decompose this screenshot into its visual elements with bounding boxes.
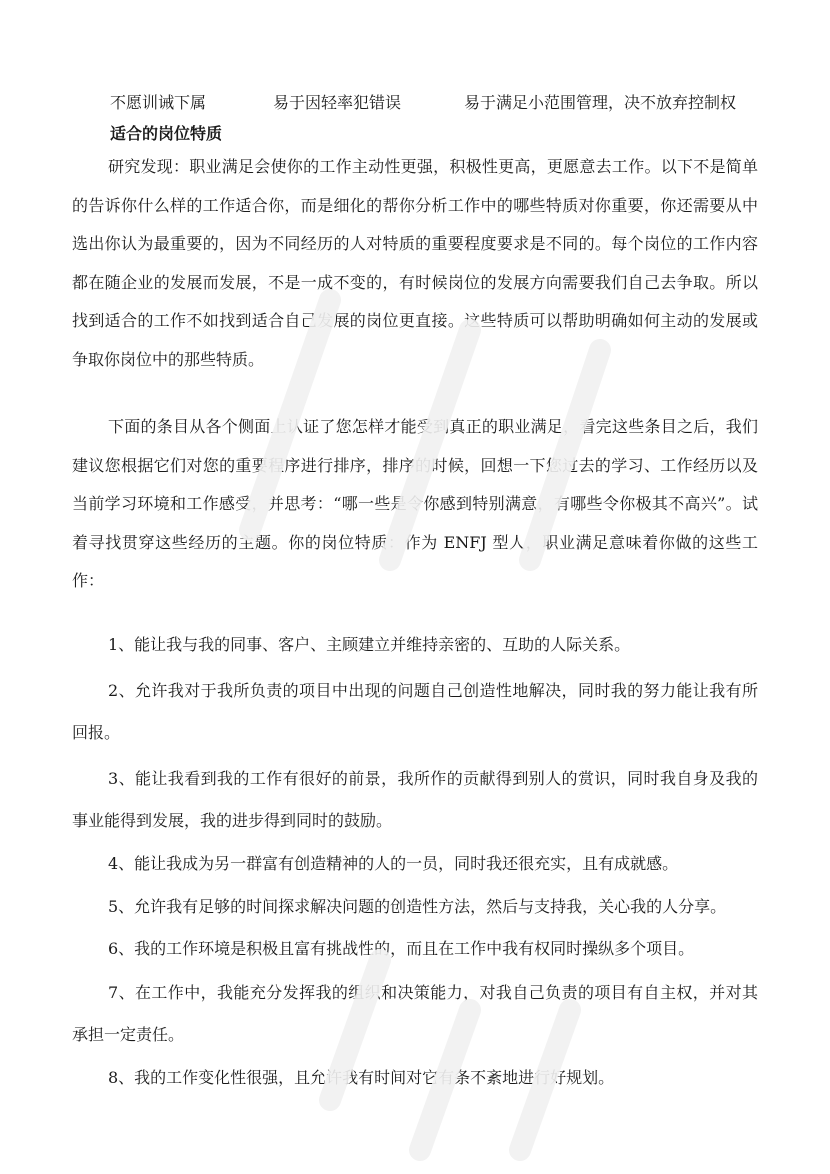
list-item: 5、允许我有足够的时间探求解决问题的创造性方法，然后与支持我，关心我的人分享。: [108, 897, 727, 916]
list-item: 7、在工作中，我能充分发挥我的组织和决策能力，对我自己负责的项目有自主权，并对其承担一定责任。: [72, 983, 758, 1044]
list-item: 2、允许我对于我所负责的项目中出现的问题自己创造性地解决，同时我的努力能让我有所回报。: [72, 681, 758, 742]
trait-col-1: 不愿训诫下属: [110, 93, 207, 112]
trait-col-2: 易于因轻率犯错误: [273, 93, 402, 112]
list-item: 1、能让我与我的同事、客户、主顾建立并维持亲密的、互助的人际关系。: [108, 635, 631, 654]
paragraph-research: 研究发现：职业满足会使你的工作主动性更强，积极性更高，更愿意去工作。以下不是简单的告诉你什么样的工作适合你，而是细化的帮你分析工作中的哪些特质对你重要，你还需要从中选出你认为最重要的，因为不同经历的人对特质的重要程度要求是不同的。每个岗位的工作内容都在随企业的发展而发展，不是一成不变的，有时候岗位的发展方向需要我们自己去争取。所以找到适合的工作不如找到适合自己发展的岗位更直接。这些特质可以帮助明确如何主动的发展或争取你岗位中的那些特质。: [72, 157, 758, 369]
list-item: 8、我的工作变化性很强，且允许我有时间对它有条不紊地进行好规划。: [108, 1068, 615, 1087]
list-item: 4、能让我成为另一群富有创造精神的人的一员，同时我还很充实，且有成就感。: [108, 854, 679, 873]
list-item: 3、能让我看到我的工作有很好的前景，我所作的贡献得到别人的赏识，同时我自身及我的事业能得到发展，我的进步得到同时的鼓励。: [72, 769, 758, 830]
section-heading: 适合的岗位特质: [110, 124, 223, 143]
list-item: 6、我的工作环境是积极且富有挑战性的，而且在工作中我有权同时操纵多个项目。: [108, 939, 695, 958]
paragraph-instructions: 下面的条目从各个侧面上认证了您怎样才能受到真正的职业满足，看完这些条目之后，我们建议您根据它们对您的重要程序进行排序，排序的时候，回想一下您过去的学习、工作经历以及当前学习环境和工作感受，并思考：“哪一些是令你感到特别满意，有哪些令你极其不高兴”。试着寻找贯穿这些经历的主题。你的岗位特质：作为 ENFJ 型人，职业满足意味着你做的这些工作：: [72, 417, 758, 591]
trait-col-3: 易于满足小范围管理，决不放弃控制权: [464, 93, 737, 112]
traits-row: [110, 90, 770, 116]
